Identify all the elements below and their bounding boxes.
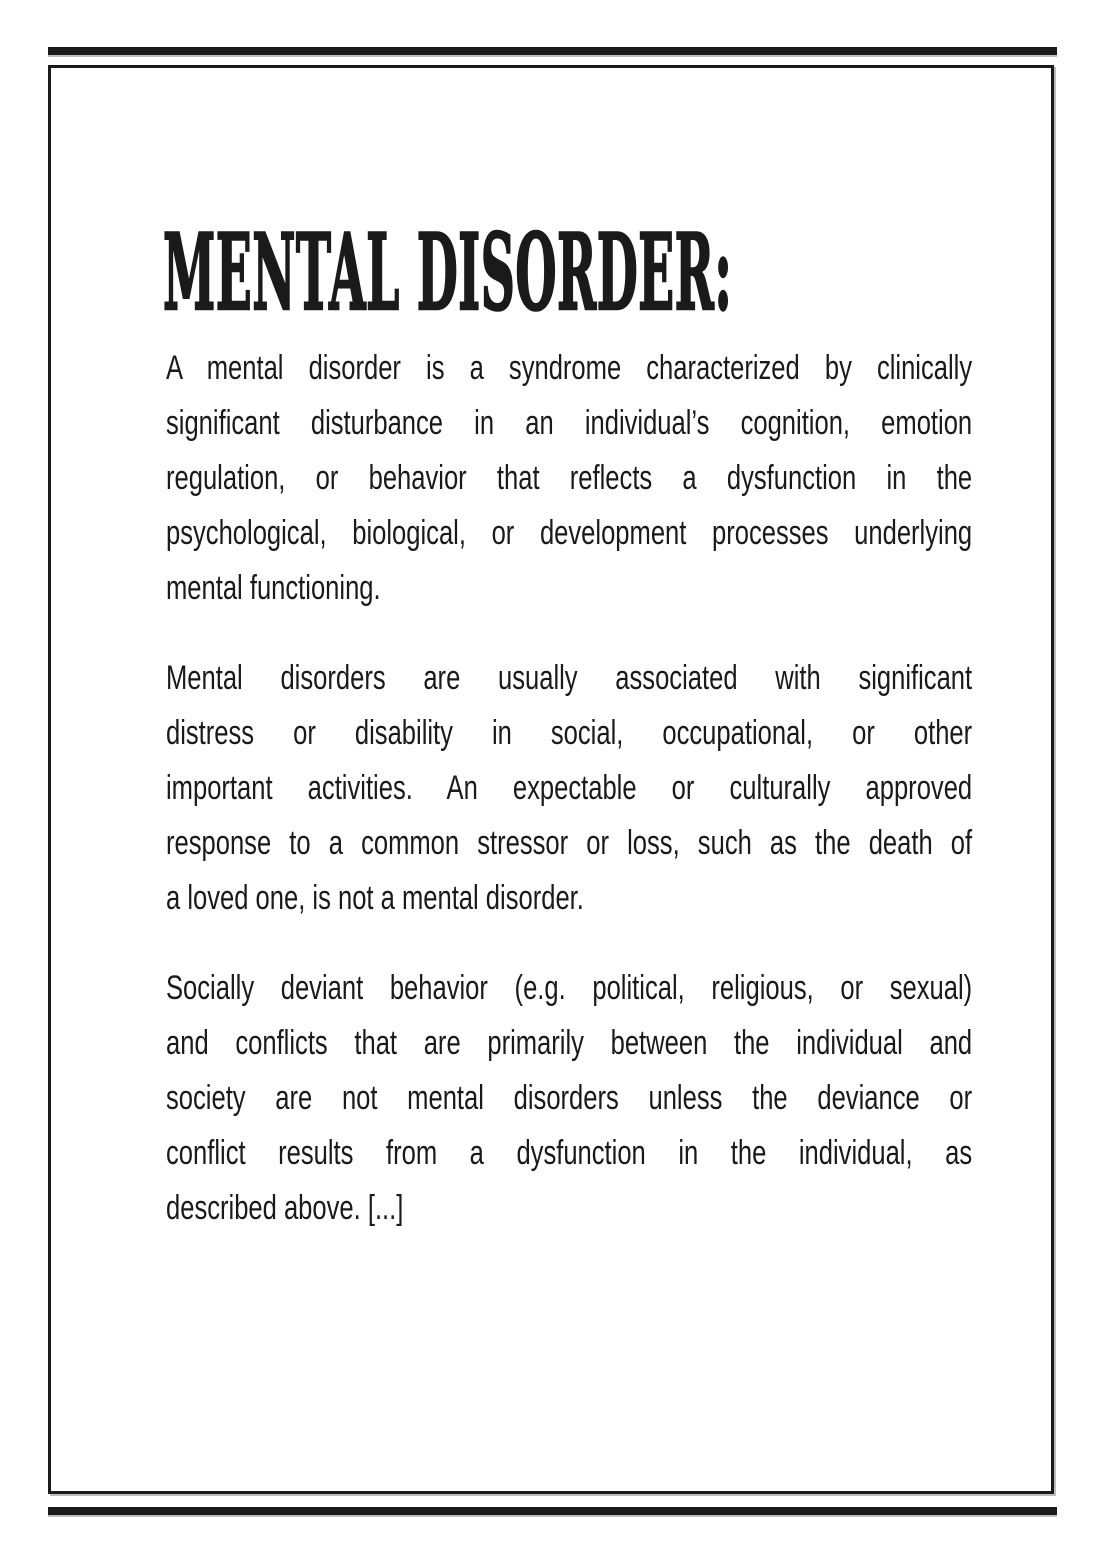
text-line: society are not mental disorders unless the deviance or: [166, 1079, 973, 1117]
text-line: significant disturbance in an individual’s cognition, emotion: [166, 404, 973, 442]
paragraph: [166, 651, 1104, 926]
paragraph: [166, 341, 1104, 616]
text-line: Mental disorders are usually associated with significant: [166, 659, 973, 697]
page-title: MENTAL DISORDER:: [163, 210, 733, 334]
text-line: and conflicts that are primarily between the individual and: [166, 1024, 973, 1062]
text-line: conflict results from a dysfunction in the individual, as: [166, 1134, 973, 1172]
text-line: a loved one, is not a mental disorder.: [166, 879, 584, 917]
paragraph: [166, 961, 1104, 1236]
text-line: psychological, biological, or development processes underlying: [166, 514, 973, 552]
bottom-rule: [48, 1507, 1057, 1515]
text-line: A mental disorder is a syndrome characterized by clinically: [166, 349, 973, 387]
text-line: regulation, or behavior that reflects a dysfunction in the: [166, 459, 973, 497]
text-line: mental functioning.: [166, 569, 381, 607]
top-rule: [48, 47, 1057, 55]
text-line: important activities. An expectable or culturally approved: [166, 769, 973, 807]
text-line: Socially deviant behavior (e.g. political, religious, or sexual): [166, 969, 973, 1007]
text-line: distress or disability in social, occupational, or other: [166, 714, 973, 752]
text-line: response to a common stressor or loss, such as the death of: [166, 824, 973, 862]
text-line: described above. [...]: [166, 1189, 404, 1227]
